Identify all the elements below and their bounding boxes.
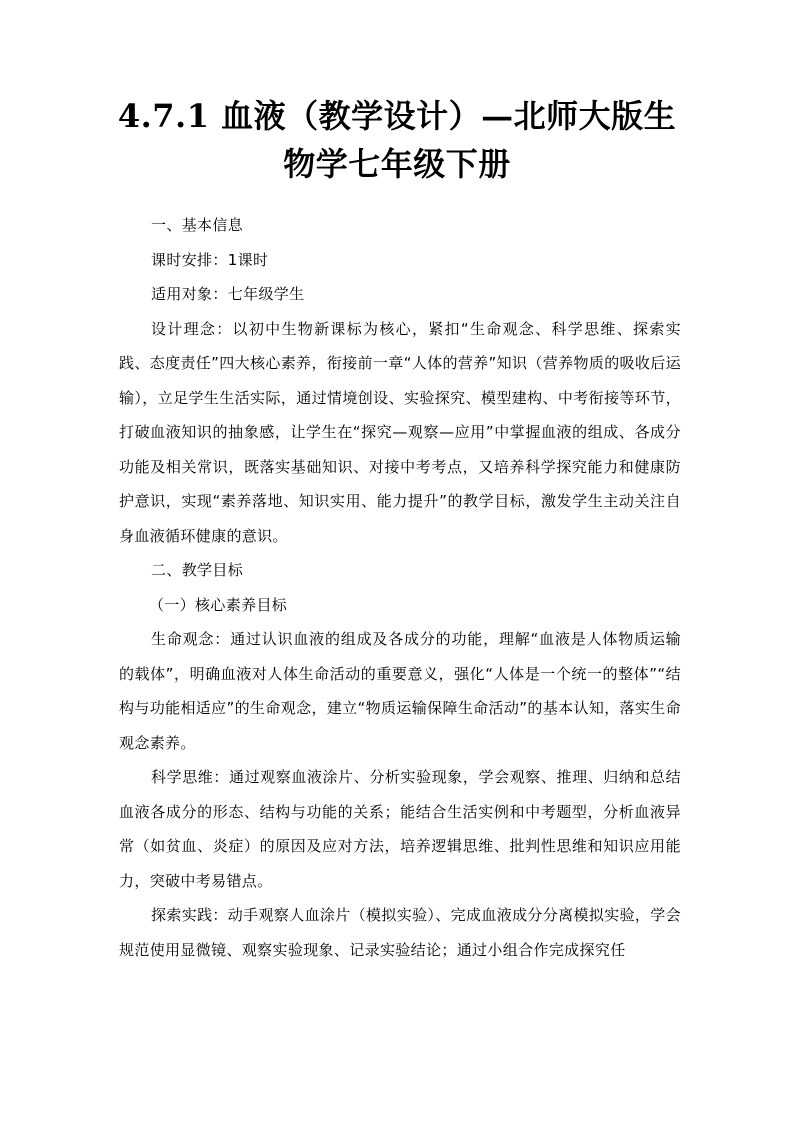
paragraph-life-concept: 生命观念：通过认识血液的组成及各成分的功能，理解“血液是人体物质运输的载体”，明确血液对人体生命活动的重要意义，强化“人体是一个统一的整体”“结构与功能相适应”的生命观念，建立“物质运输保障生命活动”的基本认知，落实生命观念素养。	[119, 630, 681, 752]
paragraph-scientific-thinking: 科学思维：通过观察血液涂片、分析实验现象，学会观察、推理、归纳和总结血液各成分的形态、结构与功能的关系；能结合生活实例和中考题型，分析血液异常（如贫血、炎症）的原因及应对方法，培养逻辑思维、批判性思维和知识应用能力，突破中考易错点。	[119, 768, 681, 890]
document-title: 4.7.1 血液（教学设计）—北师大版生物学七年级下册	[117, 97, 677, 183]
paragraph-subsection-1-heading: （一）核心素养目标	[149, 595, 288, 614]
paragraph-section-1-heading: 一、基本信息	[151, 216, 244, 234]
paragraph-exploration-practice: 探索实践：动手观察人血涂片（模拟实验）、完成血液成分分离模拟实验，学会规范使用显微镜、观察实验现象、记录实验结论；通过小组合作完成探究任	[119, 906, 681, 959]
paragraph-section-2-heading: 二、教学目标	[151, 561, 244, 579]
paragraph-target-audience: 适用对象：七年级学生	[151, 285, 305, 303]
paragraph-class-hours: 课时安排：1课时	[151, 250, 269, 269]
paragraph-design-concept: 设计理念：以初中生物新课标为核心，紧扣“生命观念、科学思维、探索实践、态度责任”四大核心素养，衔接前一章“人体的营养”知识（营养物质的吸收后运输），立足学生生活实际，通过情境创设、实验探究、模型建构、中考衔接等环节，打破血液知识的抽象感，让学生在“探究—观察—应用”中掌握血液的组成、各成分功能及相关常识，既落实基础知识、对接中考考点，又培养科学探究能力和健康防护意识，实现“素养落地、知识实用、能力提升”的教学目标，激发学生主动关注自身血液循环健康的意识。	[119, 319, 681, 545]
document-body	[119, 208, 681, 967]
